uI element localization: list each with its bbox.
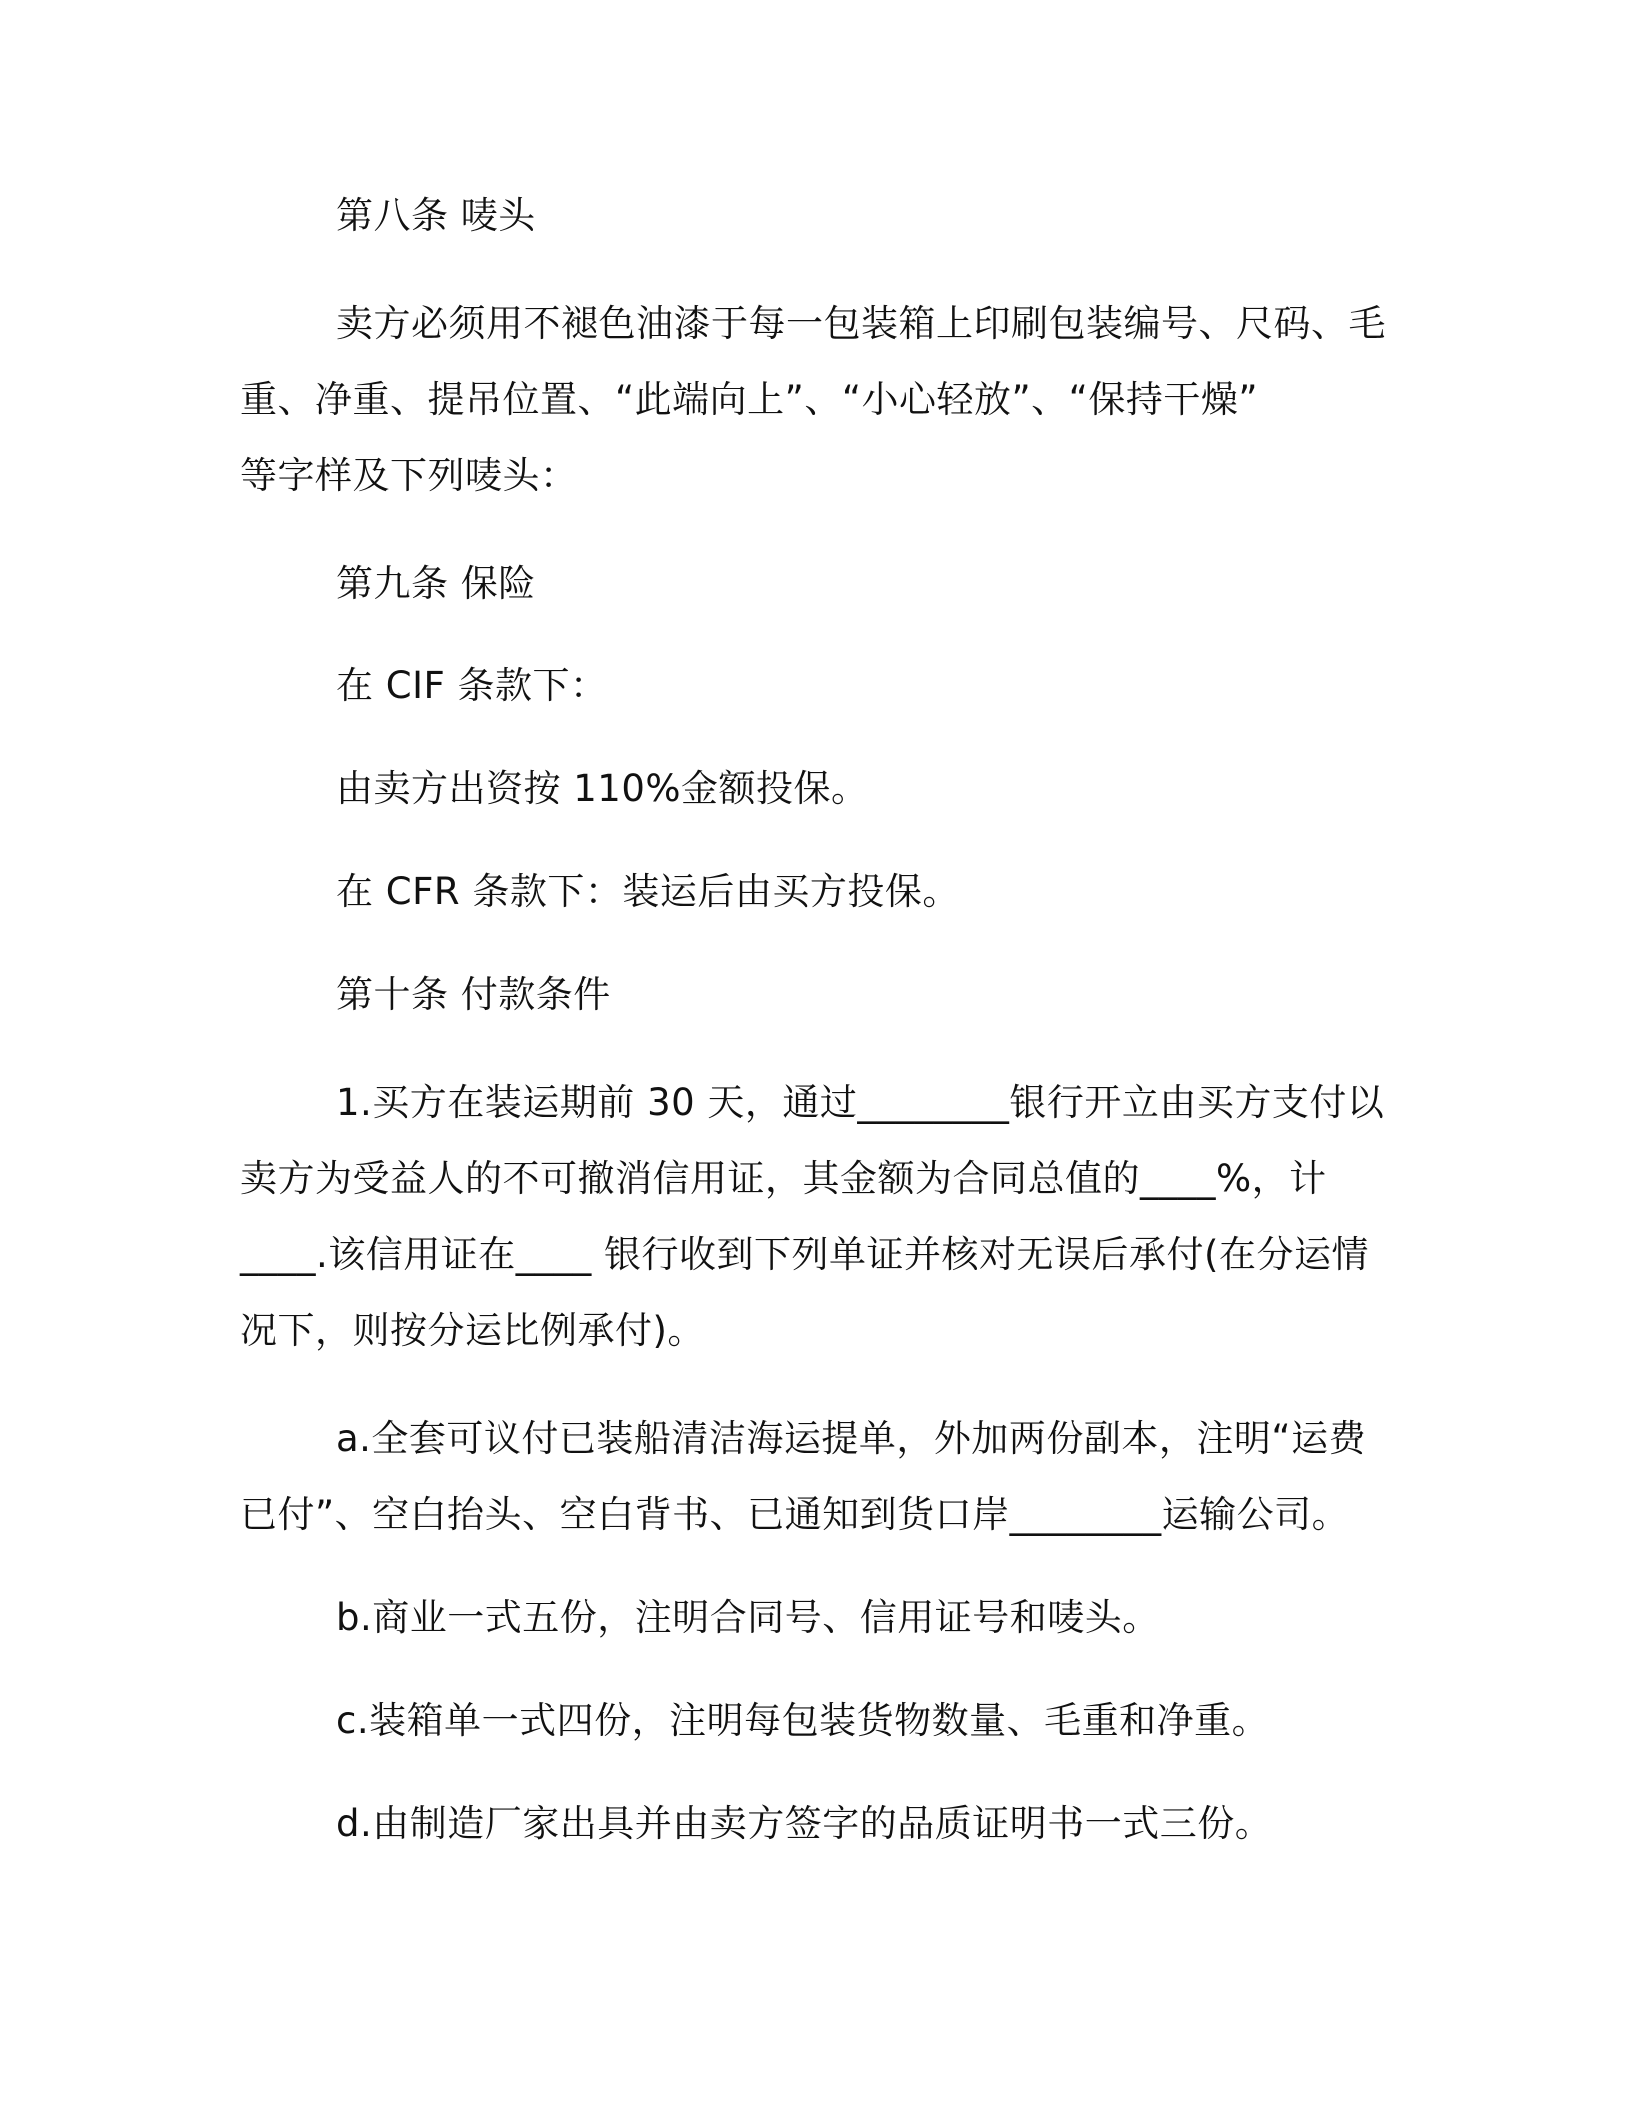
document-a-line-2: 已付”、空白抬头、空白背书、已通知到货口岸________运输公司。 bbox=[240, 1493, 1350, 1536]
payment-term-1-line-2: 卖方为受益人的不可撤消信用证，其金额为合同总值的____%，计 bbox=[240, 1157, 1327, 1200]
payment-term-1-line-4: 况下，则按分运比例承付)。 bbox=[240, 1309, 705, 1352]
article-9-cfr-clause: 在 CFR 条款下：装运后由买方投保。 bbox=[336, 870, 960, 913]
article-9-cif-detail: 由卖方出资按 110%金额投保。 bbox=[336, 767, 869, 810]
document-d: d.由制造厂家出具并由卖方签字的品质证明书一式三份。 bbox=[336, 1802, 1273, 1845]
article-8-text-line-1: 卖方必须用不褪色油漆于每一包装箱上印刷包装编号、尺码、毛 bbox=[336, 302, 1386, 345]
document-b: b.商业一式五份，注明合同号、信用证号和唛头。 bbox=[336, 1596, 1160, 1639]
article-8-text-line-3: 等字样及下列唛头： bbox=[240, 454, 578, 497]
payment-term-1-line-1: 1.买方在装运期前 30 天，通过________银行开立由买方支付以 bbox=[336, 1081, 1385, 1124]
document-c: c.装箱单一式四份，注明每包装货物数量、毛重和净重。 bbox=[336, 1699, 1270, 1742]
article-9-cif-clause: 在 CIF 条款下： bbox=[336, 664, 608, 707]
article-8-text-line-2: 重、净重、提吊位置、“此端向上”、“小心轻放”、“保持干燥” bbox=[240, 378, 1259, 421]
article-9-heading: 第九条 保险 bbox=[336, 562, 536, 605]
payment-term-1-line-3: ____.该信用证在____ 银行收到下列单证并核对无误后承付(在分运情 bbox=[240, 1233, 1369, 1276]
document-a-line-1: a.全套可议付已装船清洁海运提单，外加两份副本，注明“运费 bbox=[336, 1417, 1367, 1460]
article-8-heading: 第八条 唛头 bbox=[336, 194, 536, 237]
article-10-heading: 第十条 付款条件 bbox=[336, 973, 611, 1016]
